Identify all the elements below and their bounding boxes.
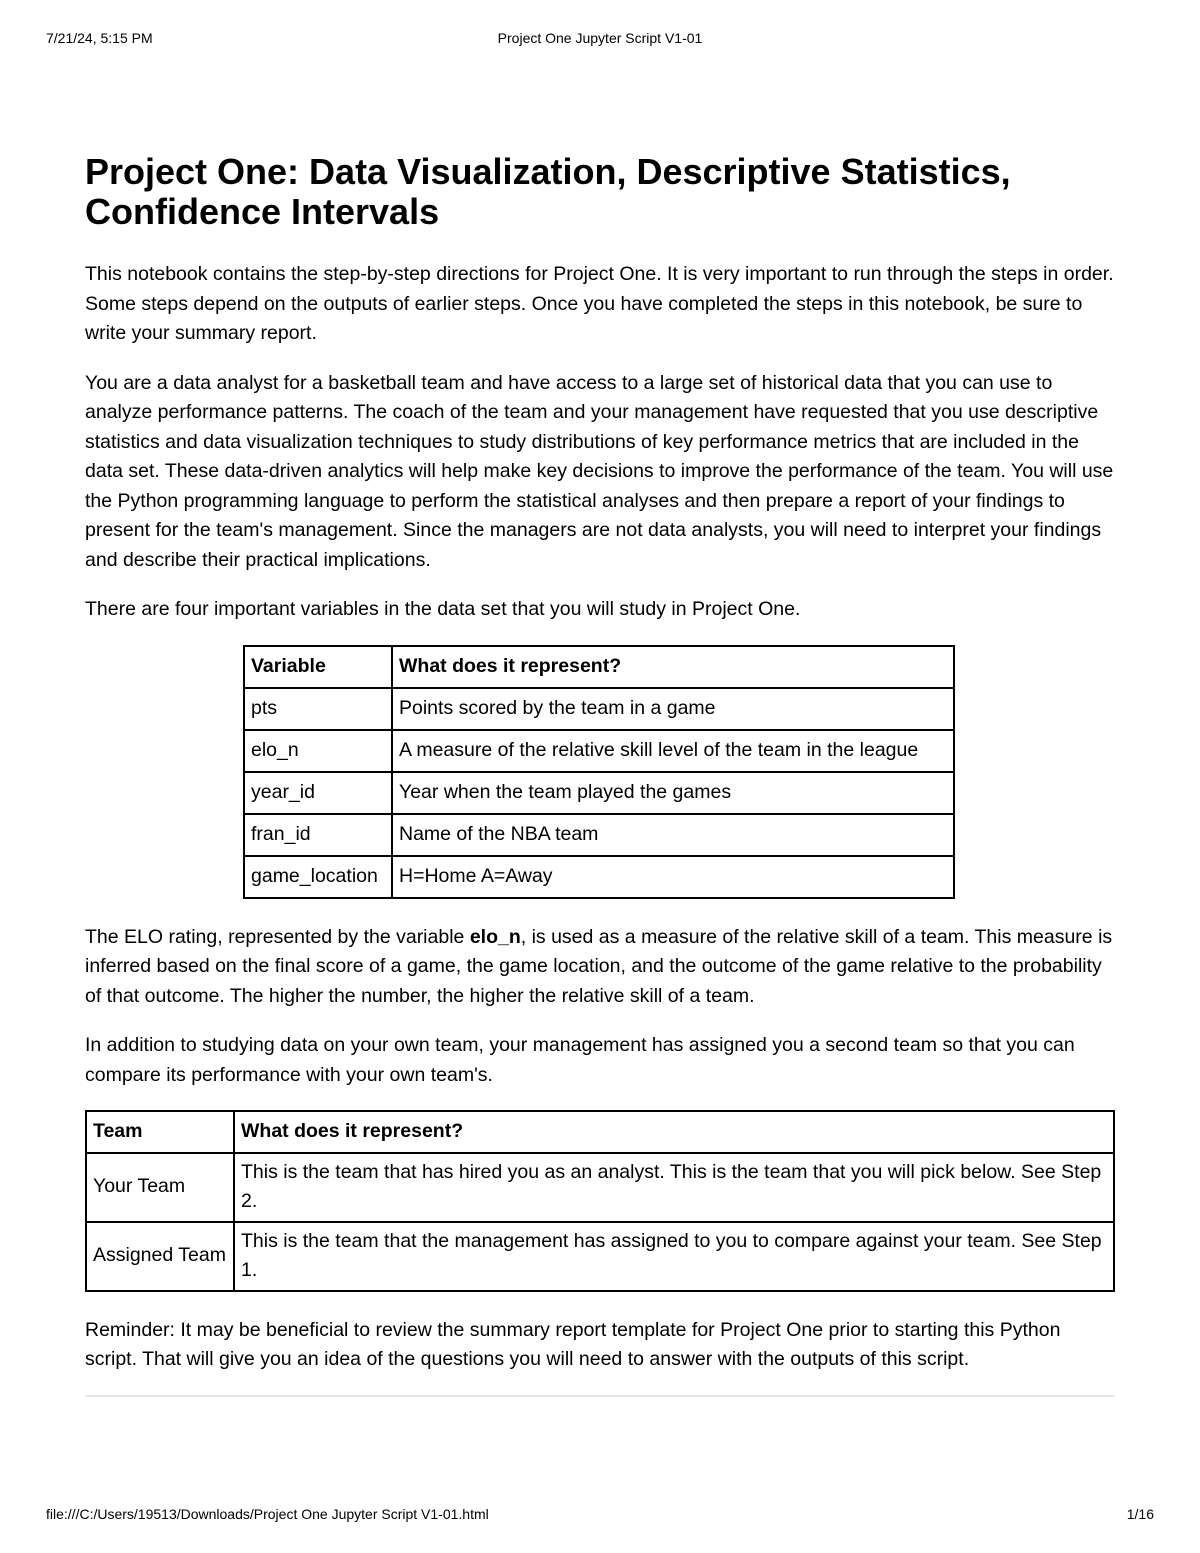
table-header-row bbox=[244, 646, 954, 688]
variable-description-cell: Name of the NBA team bbox=[392, 814, 954, 856]
variables-intro: There are four important variables in the data set that you will study in Project One. bbox=[85, 598, 801, 620]
elo-text-before: The ELO rating, represented by the variable bbox=[85, 925, 470, 948]
variable-name-cell: fran_id bbox=[244, 814, 392, 856]
variable-description-cell: Year when the team played the games bbox=[392, 772, 954, 814]
print-datetime: 7/21/24, 5:15 PM bbox=[46, 30, 153, 46]
reminder-paragraph: Reminder: It may be beneficial to review the summary report template for Project One prior to starting this Python script. That will give you an idea of the questions you will need to answer with the outputs of this script. bbox=[85, 1318, 1061, 1370]
cell-divider bbox=[85, 1395, 1115, 1397]
print-page-number: 1/16 bbox=[1126, 1506, 1154, 1522]
table-row bbox=[86, 1153, 1114, 1222]
variable-description-cell: H=Home A=Away bbox=[392, 856, 954, 898]
table-header-row bbox=[86, 1111, 1114, 1153]
table-header-cell: Team bbox=[86, 1111, 234, 1153]
print-file-path: file:///C:/Users/19513/Downloads/Project One Jupyter Script V1-01.html bbox=[46, 1506, 489, 1522]
table-header-cell: What does it represent? bbox=[234, 1111, 1114, 1153]
table-row bbox=[244, 856, 954, 898]
notebook-content bbox=[85, 152, 1115, 1397]
table-row bbox=[244, 814, 954, 856]
table-row bbox=[244, 730, 954, 772]
elo-variable-bold: elo_n bbox=[469, 925, 521, 948]
variable-name-cell: year_id bbox=[244, 772, 392, 814]
print-header bbox=[46, 30, 1154, 50]
team-name-cell: Assigned Team bbox=[86, 1222, 234, 1291]
table-header-cell: Variable bbox=[244, 646, 392, 688]
team-name-cell: Your Team bbox=[86, 1153, 234, 1222]
print-footer bbox=[46, 1506, 1154, 1526]
variable-name-cell: game_location bbox=[244, 856, 392, 898]
variable-description-cell: Points scored by the team in a game bbox=[392, 688, 954, 730]
variables-table bbox=[243, 645, 955, 899]
elo-text-after: , is used as a measure of the relative skill of a team. This measure is inferred based on the final score of a game, the game location, and the outcome of the game relative to the probability of that outcome. The higher the number, the higher the relative skill of a team. bbox=[85, 925, 1113, 1007]
variable-description-cell: A measure of the relative skill level of the team in the league bbox=[392, 730, 954, 772]
page-title: Project One: Data Visualization, Descriptive Statistics, Confidence Intervals bbox=[85, 151, 1011, 232]
teams-table bbox=[85, 1110, 1115, 1292]
elo-paragraph bbox=[85, 923, 1115, 1012]
table-row bbox=[86, 1222, 1114, 1291]
variable-name-cell: pts bbox=[244, 688, 392, 730]
intro-paragraph: This notebook contains the step-by-step directions for Project One. It is very important to run through the steps in order. Some steps depend on the outputs of earlier steps. Once you have completed the steps in this notebook, be sure to write your summary report. bbox=[85, 263, 1114, 344]
team-description-cell: This is the team that has hired you as an analyst. This is the team that you will pick below. See Step 2. bbox=[234, 1153, 1114, 1222]
teams-intro: In addition to studying data on your own team, your management has assigned you a second team so that you can compare its performance with your own team's. bbox=[85, 1034, 1075, 1086]
context-paragraph: You are a data analyst for a basketball team and have access to a large set of historical data that you can use to analyze performance patterns. The coach of the team and your management have requested that you use descriptive statistics and data visualization techniques to study distributions of key performance metrics that are included in the data set. These data-driven analytics will help make key decisions to improve the performance of the team. You will use the Python programming language to perform the statistical analyses and then prepare a report of your findings to present for the team's management. Since the managers are not data analysts, you will need to interpret your findings and describe their practical implications. bbox=[85, 371, 1114, 571]
table-row bbox=[244, 772, 954, 814]
table-row bbox=[244, 688, 954, 730]
variable-name-cell: elo_n bbox=[244, 730, 392, 772]
team-description-cell: This is the team that the management has assigned to you to compare against your team. See Step 1. bbox=[234, 1222, 1114, 1291]
print-doc-title: Project One Jupyter Script V1-01 bbox=[497, 30, 703, 46]
table-header-cell: What does it represent? bbox=[392, 646, 954, 688]
